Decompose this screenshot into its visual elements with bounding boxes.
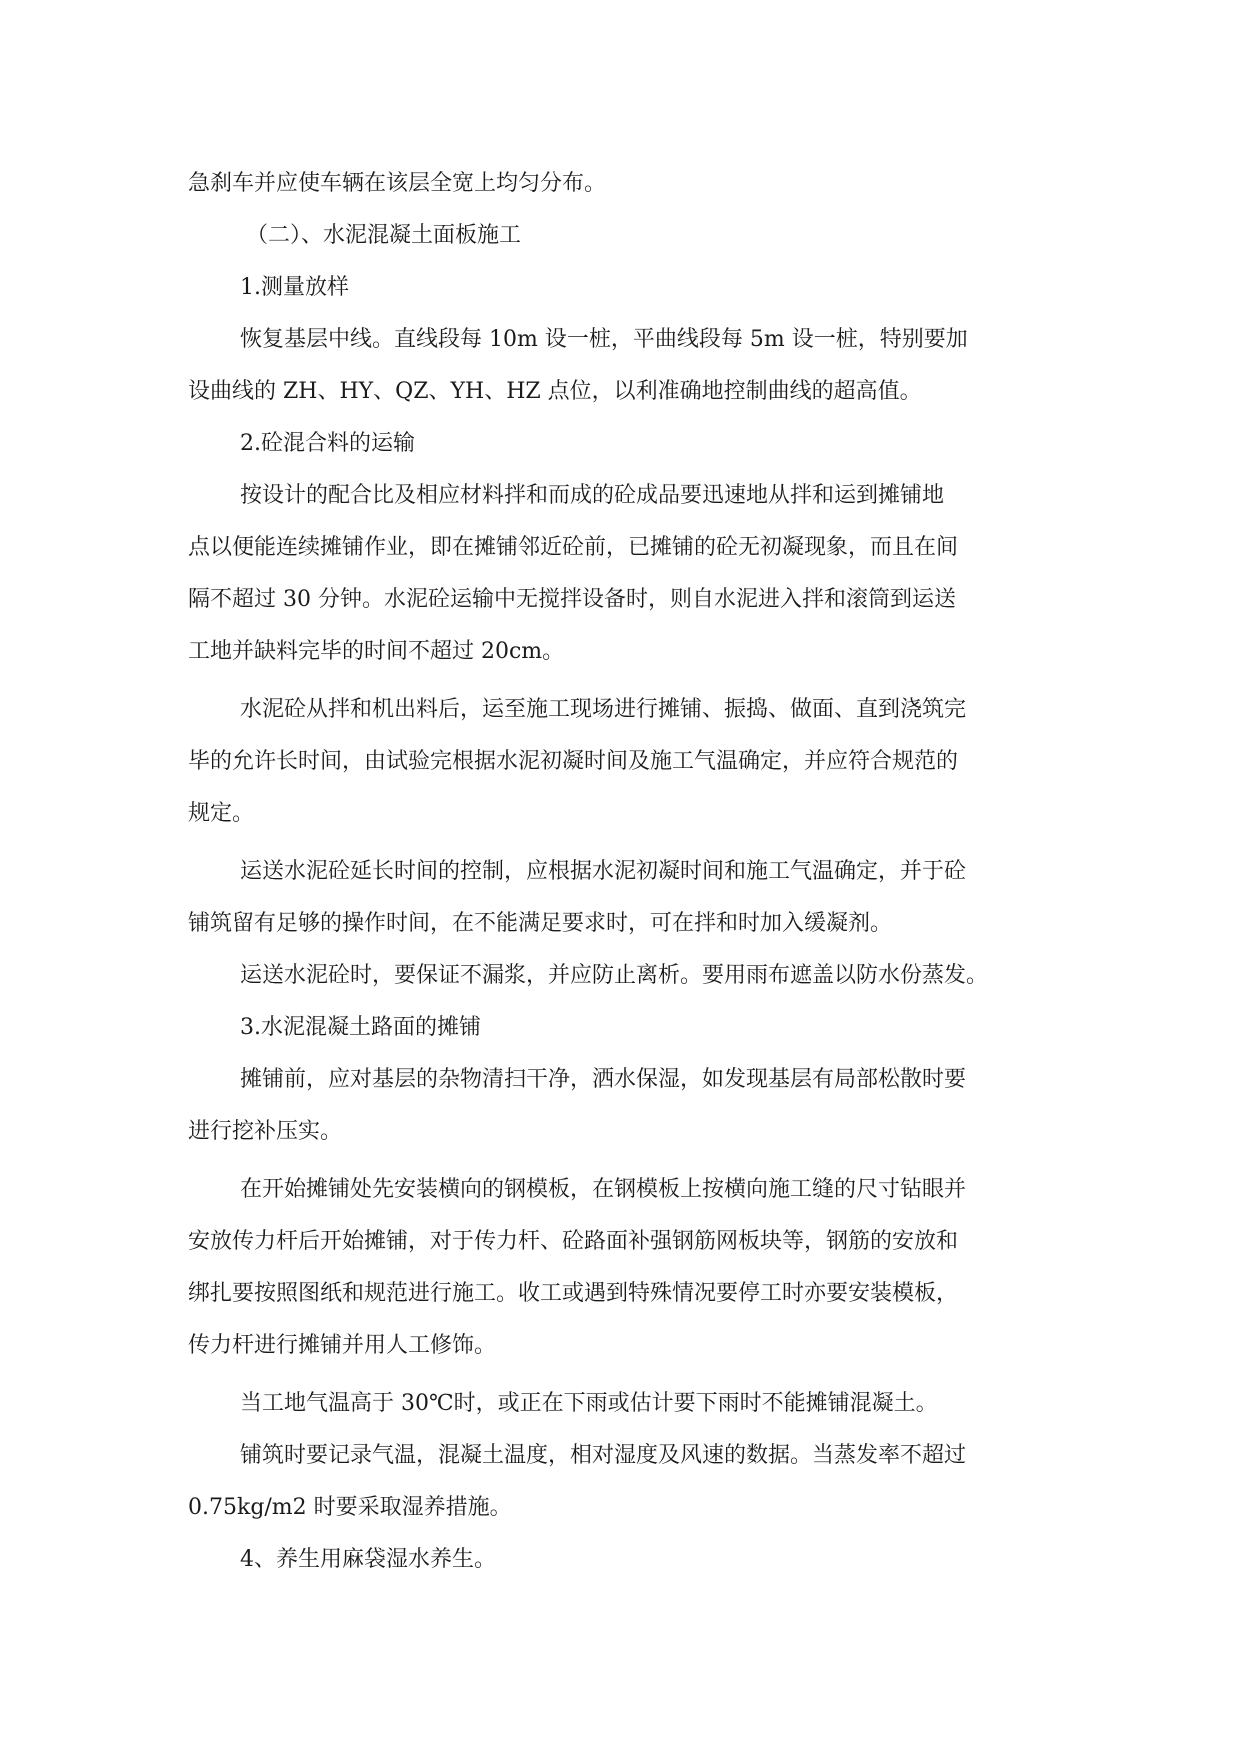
subsection-heading: 4、养生用麻袋湿水养生。: [240, 1547, 496, 1572]
subsection-heading: 1.测量放样: [240, 275, 349, 300]
paragraph-line: 水泥砼从拌和机出料后，运至施工现场进行摊铺、振捣、做面、直到浇筑完: [240, 697, 967, 722]
paragraph-line: 规定。: [188, 801, 255, 826]
paragraph-line: 点以便能连续摊铺作业，即在摊铺邻近砼前，已摊铺的砼无初凝现象，而且在间: [188, 535, 959, 560]
paragraph-line: 在开始摊铺处先安装横向的钢模板，在钢模板上按横向施工缝的尺寸钻眼并: [240, 1177, 967, 1202]
paragraph-line: 运送水泥砼时，要保证不漏浆，并应防止离析。要用雨布遮盖以防水份蒸发。: [240, 963, 989, 988]
paragraph-line: 毕的允许长时间，由试验完根据水泥初凝时间及施工气温确定，并应符合规范的: [188, 749, 959, 774]
paragraph-line: 运送水泥砼延长时间的控制，应根据水泥初凝时间和施工气温确定，并于砼: [240, 859, 967, 884]
paragraph-line: 绑扎要按照图纸和规范进行施工。收工或遇到特殊情况要停工时亦要安装模板，: [188, 1281, 959, 1306]
paragraph-line: 铺筑留有足够的操作时间，在不能满足要求时，可在拌和时加入缓凝剂。: [188, 911, 893, 936]
paragraph-line: 铺筑时要记录气温，混凝土温度，相对湿度及风速的数据。当蒸发率不超过: [240, 1443, 967, 1468]
subsection-heading: 2.砼混合料的运输: [240, 431, 415, 456]
paragraph-line: 安放传力杆后开始摊铺，对于传力杆、砼路面补强钢筋网板块等，钢筋的安放和: [188, 1229, 959, 1254]
paragraph-line: 按设计的配合比及相应材料拌和而成的砼成品要迅速地从拌和运到摊铺地: [240, 483, 945, 508]
paragraph-line: 0.75kg/m2 时要采取湿养措施。: [188, 1495, 512, 1520]
section-heading: （二）、水泥混凝土面板施工: [246, 223, 522, 248]
subsection-heading: 3.水泥混凝土路面的摊铺: [240, 1015, 481, 1040]
paragraph-line: 工地并缺料完毕的时间不超过 20cm。: [188, 639, 565, 664]
paragraph-line: 恢复基层中线。直线段每 10m 设一桩，平曲线段每 5m 设一桩，特别要加: [240, 327, 968, 352]
paragraph-line: 急刹车并应使车辆在该层全宽上均匀分布。: [188, 171, 607, 196]
paragraph-line: 进行挖补压实。: [188, 1119, 343, 1144]
paragraph-line: 隔不超过 30 分钟。水泥砼运输中无搅拌设备时，则自水泥进入拌和滚筒到运送: [188, 587, 956, 612]
paragraph-line: 设曲线的 ZH、HY、QZ、YH、HZ 点位，以利准确地控制曲线的超高值。: [188, 379, 922, 404]
paragraph-line: 传力杆进行摊铺并用人工修饰。: [188, 1333, 497, 1358]
paragraph-line: 摊铺前，应对基层的杂物清扫干净，洒水保湿，如发现基层有局部松散时要: [240, 1067, 967, 1092]
paragraph-line: 当工地气温高于 30℃时，或正在下雨或估计要下雨时不能摊铺混凝土。: [240, 1391, 938, 1416]
document-page: [188, 158, 1054, 1586]
